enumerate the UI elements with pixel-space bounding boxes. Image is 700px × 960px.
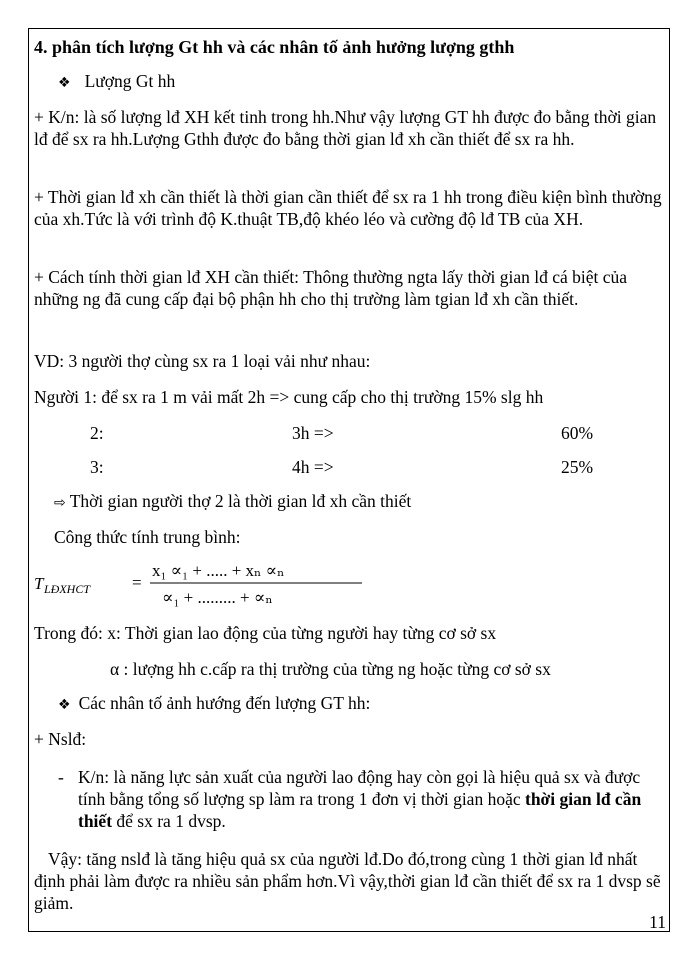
kn-paragraph <box>34 106 664 150</box>
diamond-bullet-icon: ❖ <box>58 697 71 713</box>
section1-title: Lượng Gt hh <box>84 71 176 91</box>
formula-numerator: x₁ ∝₁ + ..... + xₙ ∝ₙ <box>152 561 285 580</box>
section2-title-row <box>58 692 688 716</box>
kn2-text-a: K/n: là năng lực sản xuất của người lao động hay còn gọi là hiệu quả sx và được tính bằng tổng số lượng sp làm ra trong 1 đơn vị thời gian hoặc <box>78 767 641 809</box>
diamond-bullet-icon: ❖ <box>58 75 71 91</box>
section1-title-row <box>58 70 688 94</box>
worker1-row: Người 1: để sx ra 1 m vải mất 2h => cung cấp cho thị trường 15% slg hh <box>34 387 544 407</box>
formula-denominator: ∝₁ + ......... + ∝ₙ <box>162 588 273 607</box>
formula-equals: = <box>132 573 142 592</box>
trongdo-row: Trong đó: x: Thời gian lao động của từng người hay từng cơ sở sx <box>34 623 497 643</box>
conclusion-text: Thời gian người thợ 2 là thời gian lđ xh cần thiết <box>69 491 412 511</box>
worker2-percent: 60% <box>561 423 594 443</box>
kn2-paragraph <box>78 766 668 832</box>
average-formula <box>34 555 454 611</box>
dash-bullet: - <box>58 767 64 787</box>
worker3-time: 4h => <box>292 457 334 477</box>
page-number: 11 <box>649 912 666 932</box>
kn2-bold-text: thời gian lđ cần thiết <box>78 789 642 831</box>
kn-text: là số lượng lđ XH kết tinh trong hh.Như vậy lượng GT hh được đo bằng thời gian lđ để sx ra hh.Lượng Gthh được đo bằng thời gian lđ xh cần thiết để sx ra hh. <box>34 107 657 149</box>
formula-lhs: T <box>34 574 44 593</box>
example-intro: VD: 3 người thợ cùng sx ra 1 loại vải như nhau: <box>34 351 371 371</box>
tgld-paragraph: + Thời gian lđ xh cần thiết là thời gian cần thiết để sx ra 1 hh trong điều kiện bình thường của xh.Tức là với trình độ K.thuật TB,độ khéo léo và cường độ lđ TB của XH. <box>34 187 662 229</box>
section-heading: 4. phân tích lượng Gt hh và các nhân tố ảnh hưởng lượng gthh <box>34 37 515 57</box>
worker3-number: 3: <box>90 457 104 477</box>
kn-label: + K/n: <box>34 107 80 127</box>
worker2-number: 2: <box>90 423 104 443</box>
section2-title: Các nhân tố ảnh hướng đến lượng GT hh: <box>78 693 371 713</box>
cachtinh-paragraph: + Cách tính thời gian lđ XH cần thiết: Thông thường ngta lấy thời gian lđ cá biệt của những ng đã cung cấp đại bộ phận hh cho thị trường làm tgian lđ xh cần thiết. <box>34 267 628 309</box>
vay-paragraph: Vậy: tăng nslđ là tăng hiệu quả sx của người lđ.Do đó,trong cùng 1 thời gian lđ nhất định phải làm được ra nhiều sản phẩm hơn.Vì vậy,thời gian lđ cần thiết để sx ra 1 dvsp sẽ giảm. <box>34 849 661 913</box>
worker3-percent: 25% <box>561 457 594 477</box>
kn2-text-b: để sx ra 1 dvsp. <box>116 811 226 831</box>
alpha-row: α : lượng hh c.cấp ra thị trường của từng ng hoặc từng cơ sở sx <box>110 659 551 679</box>
nsld-label: + Nslđ: <box>34 729 87 749</box>
formula-lhs-subscript: LĐXHCT <box>44 582 91 596</box>
arrow-right-icon: ⇨ <box>54 495 66 511</box>
formula-graphic <box>34 555 454 611</box>
worker2-time: 3h => <box>292 423 334 443</box>
formula-intro: Công thức tính trung bình: <box>54 527 241 547</box>
conclusion-row <box>54 490 684 514</box>
